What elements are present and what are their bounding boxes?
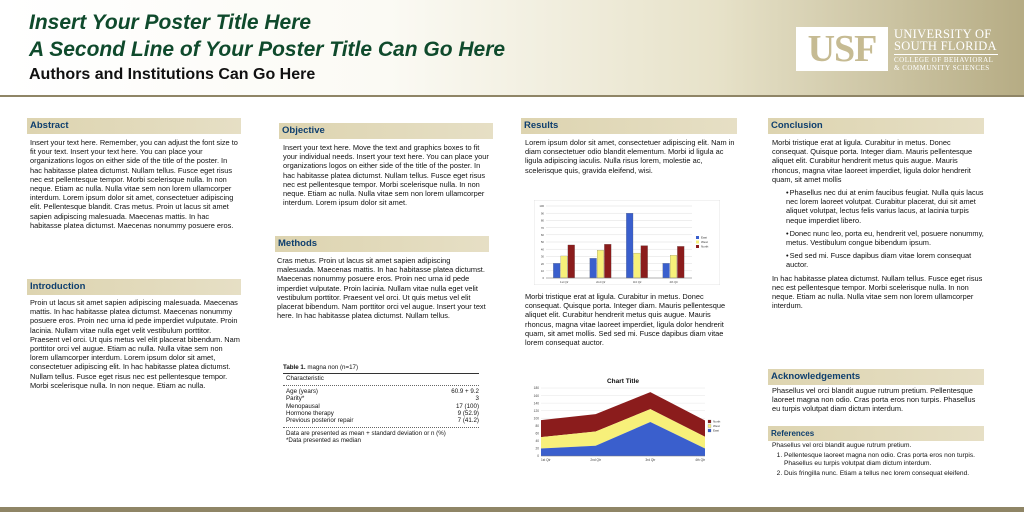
table-caption-text: magna non (n=17) <box>305 364 359 371</box>
bar-legend-swatch <box>696 245 699 248</box>
conclusion-bullets <box>786 188 984 270</box>
objective-body <box>283 143 493 211</box>
area-y-tick-label: 0 <box>537 454 539 459</box>
area-y-tick-label: 140 <box>533 401 539 406</box>
table-footnote-2: *Data presented as median <box>286 437 361 445</box>
table-caption-label: Table 1. <box>283 364 306 371</box>
acknowledgements-heading: Acknowledgements <box>768 369 984 385</box>
table-top-rule <box>283 373 479 374</box>
abstract-text: Insert your text here. Remember, you can adjust the font size to fit your text. Insert your text here. You can place your organizations logos on either side of the title of the poster. In hac habitasse platea dictumst. Nullam tellus. Fusce eget risus nec est pellentesque tempor. Morbi scelerisque nulla. In non neque. Etiam ac nulla. Nulla vitae sem non lorem ullamcorper interdum. Lorem ipsum dolor sit amet, consectetuer adipiscing elit. Pellentesque blandit. Cras metus. Proin ut lacus sit amet sapien adipiscing malesuada. Maecenas mattis. In hac habitasse platea dictumst. Maecenas nonummy posuere eros. <box>30 138 238 230</box>
table-row <box>283 388 479 395</box>
logo-text-line2: SOUTH FLORIDA <box>894 39 997 53</box>
objective-text: Insert your text here. Move the text and graphics boxes to fit your individual needs. Insert your text here. You can place your organizations logos on either side of the title of the poster. In hac habitasse platea dictumst. Nullam tellus. Fusce eget risus nec est pellentesque tempor. Morbi scelerisque nulla. In non neque. Etiam ac nulla. Nulla vitae sem non lorem ullamcorper interdum. Lorem ipsum dolor sit amet. <box>283 143 489 208</box>
table-bottom-rule <box>283 427 479 428</box>
bar <box>561 256 568 278</box>
area-x-tick-label: 1st Qtr <box>541 458 551 462</box>
bar <box>590 258 597 278</box>
bar-y-tick-label: 70 <box>540 225 544 230</box>
references-body <box>772 442 984 480</box>
area-y-tick-label: 40 <box>535 439 539 444</box>
area-y-tick-label: 180 <box>533 386 539 391</box>
bar-chart-svg <box>534 200 720 285</box>
conclusion-text-2: In hac habitasse platea dictumst. Nullam tellus. Fusce eget risus nec est pellentesque tempor. Morbi scelerisque nulla. In non neque. Etiam ac nulla. Nulla vitae sem non lorem ullamcorper interdum. <box>772 273 983 311</box>
table-cell-value: 3 <box>475 395 479 403</box>
bar-y-tick-label: 20 <box>540 261 544 266</box>
table-caption <box>283 364 479 371</box>
poster-footer-bar <box>0 507 1024 512</box>
table-row <box>283 395 479 402</box>
table-cell-label: Hormone therapy <box>286 410 334 418</box>
logo-divider <box>894 54 998 55</box>
bar-x-tick-label: 1st Qtr <box>560 280 569 284</box>
area-y-tick-label: 120 <box>533 408 539 413</box>
bar-chart <box>534 200 720 285</box>
area-legend-swatch <box>708 429 711 432</box>
abstract-body <box>30 138 240 234</box>
table-row <box>283 410 479 417</box>
bar <box>670 255 677 278</box>
table-cell-value: 17 (100) <box>455 402 479 410</box>
bar-y-tick-label: 10 <box>540 269 544 273</box>
area-legend-label: West <box>713 424 720 429</box>
bar-legend-label: North <box>701 244 709 249</box>
bar-x-tick-label: 3rd Qtr <box>632 280 642 284</box>
bar <box>626 213 633 278</box>
area-y-tick-label: 20 <box>535 446 539 451</box>
results-text-1: Lorem ipsum dolor sit amet, consectetuer adipiscing elit. Nam in diam consectetuer odio blandit elementum. Morbi id ligula ac ligula adipiscing iaculis. Nulla risus lorem, molestie ac, scelerisque quis, gravida eleifend, wisi. <box>525 138 735 175</box>
area-x-tick-label: 4th Qtr <box>695 458 705 462</box>
bar-legend-swatch <box>696 241 699 244</box>
bar-y-tick-label: 90 <box>540 211 544 216</box>
area-legend-swatch <box>708 425 711 428</box>
area-legend-swatch <box>708 420 711 423</box>
area-chart-title: Chart Title <box>606 378 640 385</box>
bar-y-tick-label: 0 <box>542 276 544 281</box>
bar <box>634 253 641 278</box>
area-legend-label: East <box>713 428 720 433</box>
abstract-heading: Abstract <box>27 118 241 134</box>
table-rows <box>283 388 479 425</box>
bar-y-tick-label: 100 <box>539 204 544 209</box>
poster-authors: Authors and Institutions Can Go Here <box>29 66 316 83</box>
bar <box>604 244 611 278</box>
area-chart-svg <box>527 374 727 466</box>
poster-title-line2: A Second Line of Your Poster Title Can Go Here <box>29 38 506 61</box>
conclusion-text-1: Morbi tristique erat at ligula. Curabitur in metus. Donec consequat. Quisque porta. Integer diam. Mauris pellentesque aliquet elit. Curabitur hendrerit metus quis augue. Mauris rhoncus, magna vitae laoreet imperdiet, ligula dolor hendrerit quam, sit amet mollis <box>772 138 973 184</box>
bar-y-tick-label: 80 <box>540 218 544 223</box>
results-body-1 <box>525 138 737 179</box>
area-y-tick-label: 160 <box>533 393 539 398</box>
methods-body <box>277 256 489 324</box>
area-y-tick-label: 60 <box>535 431 539 436</box>
bar <box>677 246 684 278</box>
table-cell-value: 60.9 + 9.2 <box>451 387 479 395</box>
usf-logo <box>796 27 1006 73</box>
conclusion-body <box>772 138 984 314</box>
bar-y-tick-label: 50 <box>540 240 544 245</box>
conclusion-heading: Conclusion <box>768 118 984 134</box>
references-heading: References <box>768 426 984 441</box>
characteristics-table <box>283 364 479 445</box>
bar-y-tick-label: 60 <box>540 233 544 237</box>
table-cell-label: Previous posterior repair <box>286 417 354 425</box>
introduction-text: Proin ut lacus sit amet sapien adipiscing malesuada. Maecenas mattis. In hac habitasse platea dictumst. Maecenas nonummy posuere eros. Proin nec urna id pede imperdiet vulputate. Proin lacinia. Nullam vitae nulla eget velit vestibulum porttitor. Praesent vel orci. Ut quis metus vel elit placerat bibendum. Nam porttitor orci vel augue. Etiam ac nulla. Nulla vitae sem non lorem ullamcorper interdum. Lorem ipsum dolor sit amet, consectetuer adipiscing elit. In hac habitasse platea dictumst. Nullam tellus. Fusce eget risus nec est pellentesque tempor. Morbi scelerisque nulla. In non neque. Etiam ac nulla. <box>30 298 240 390</box>
area-legend-label: North <box>713 419 721 424</box>
conclusion-bullet: • Sed sed mi. Fusce dapibus diam vitae lorem consequat auctor. <box>786 251 984 269</box>
bar-y-tick-label: 40 <box>540 247 544 252</box>
poster-title-line1: Insert Your Poster Title Here <box>29 11 312 34</box>
bar <box>597 250 604 278</box>
bar-x-tick-label: 2nd Qtr <box>596 280 606 284</box>
area-x-tick-label: 2nd Qtr <box>590 458 601 462</box>
bar <box>663 263 670 278</box>
conclusion-bullet: • Donec nunc leo, porta eu, hendrerit vel, posuere nonummy, metus. Vestibulum congue bibendum ipsum. <box>786 229 984 247</box>
bar-y-tick-label: 30 <box>540 254 544 259</box>
area-chart <box>527 374 727 466</box>
bar-x-tick-label: 4th Qtr <box>669 280 679 284</box>
poster-header <box>0 0 1024 97</box>
references-list <box>784 452 984 478</box>
methods-text: Cras metus. Proin ut lacus sit amet sapien adipiscing malesuada. Maecenas mattis. In hac habitasse platea dictumst. Maecenas nonummy posuere eros. Proin nec urna id pede imperdiet vulputate. Proin lacinia. Nullam vitae nulla eget velit vestibulum porttitor. Praesent vel orci. Ut quis metus vel elit placerat bibendum. Nam porttitor orci vel augue. Insert your text here. In hac habitasse platea dictumst. Nullam tellus. <box>277 256 486 321</box>
results-heading: Results <box>521 118 737 134</box>
logo-text-line4: & COMMUNITY SCIENCES <box>894 64 990 72</box>
acknowledgements-body <box>772 386 984 418</box>
table-cell-label: Menopausal <box>286 402 320 410</box>
bar <box>641 246 648 278</box>
introduction-heading: Introduction <box>27 279 241 295</box>
bar-legend-label: West <box>701 240 708 245</box>
bar-legend-swatch <box>696 236 699 239</box>
area-y-tick-label: 80 <box>535 423 539 428</box>
area-y-tick-label: 100 <box>533 416 539 421</box>
table-column-header: Characteristic <box>286 375 324 383</box>
table-footnote-1: Data are presented as mean + standard deviation or n (%) <box>286 429 446 437</box>
table-cell-value: 9 (52.9) <box>457 410 479 418</box>
objective-heading: Objective <box>279 123 493 139</box>
table-row <box>283 403 479 410</box>
reference-item: 1. Pellentesque laoreet magna non odio. Cras porta eros non turpis. Phasellus eu turpis volutpat diam dictum interdum. <box>784 452 984 468</box>
area-x-tick-label: 3rd Qtr <box>645 458 656 462</box>
logo-text-line3: COLLEGE OF BEHAVIORAL <box>894 56 994 64</box>
bar-legend-label: East <box>701 235 708 240</box>
introduction-body <box>30 298 240 394</box>
acknowledgements-text: Phasellus vel orci blandit augue rutrum pretium. Pellentesque laoreet magna non odio. Cras porta eros non turpis. Phasellus eu turpis volutpat diam dictum interdum. <box>772 386 976 414</box>
usf-logo-mark: USF <box>796 27 888 71</box>
table-cell-label: Age (years) <box>286 387 318 395</box>
table-cell-label: Parity* <box>286 395 305 403</box>
table-row <box>283 417 479 424</box>
table-header-rule <box>283 385 479 386</box>
logo-text-line1: UNIVERSITY OF <box>894 27 992 41</box>
conclusion-bullet: • Phasellus nec dui at enim faucibus feugiat. Nulla quis lacus nec lorem laoreet volutpat. Curabitur placerat, dui sit amet aliquet volutpat, lectus felis varius lacus, at lacinia turpis neque imperdiet libero. <box>786 188 984 225</box>
reference-item: 2. Duis fringilla nunc. Etiam a tellus nec lorem consequat eleifend. <box>784 470 984 478</box>
methods-heading: Methods <box>275 236 489 252</box>
results-text-2: Morbi tristique erat at ligula. Curabitur in metus. Donec consequat. Quisque porta. Integer diam. Mauris pellentesque aliquet elit. Curabitur hendrerit metus quis augue. Mauris rhoncus, magna vitae laoreet imperdiet, ligula dolor hendrerit quam, sit amet mollis. Sed sed mi. Fusce dapibus diam vitae lorem consequat auctor. <box>525 292 726 348</box>
table-cell-value: 7 (41.2) <box>457 417 479 425</box>
references-intro: Phasellus vel orci blandit augue rutrum pretium. <box>772 442 912 449</box>
results-body-2 <box>525 292 737 351</box>
bar <box>553 263 560 278</box>
bar <box>568 245 575 278</box>
